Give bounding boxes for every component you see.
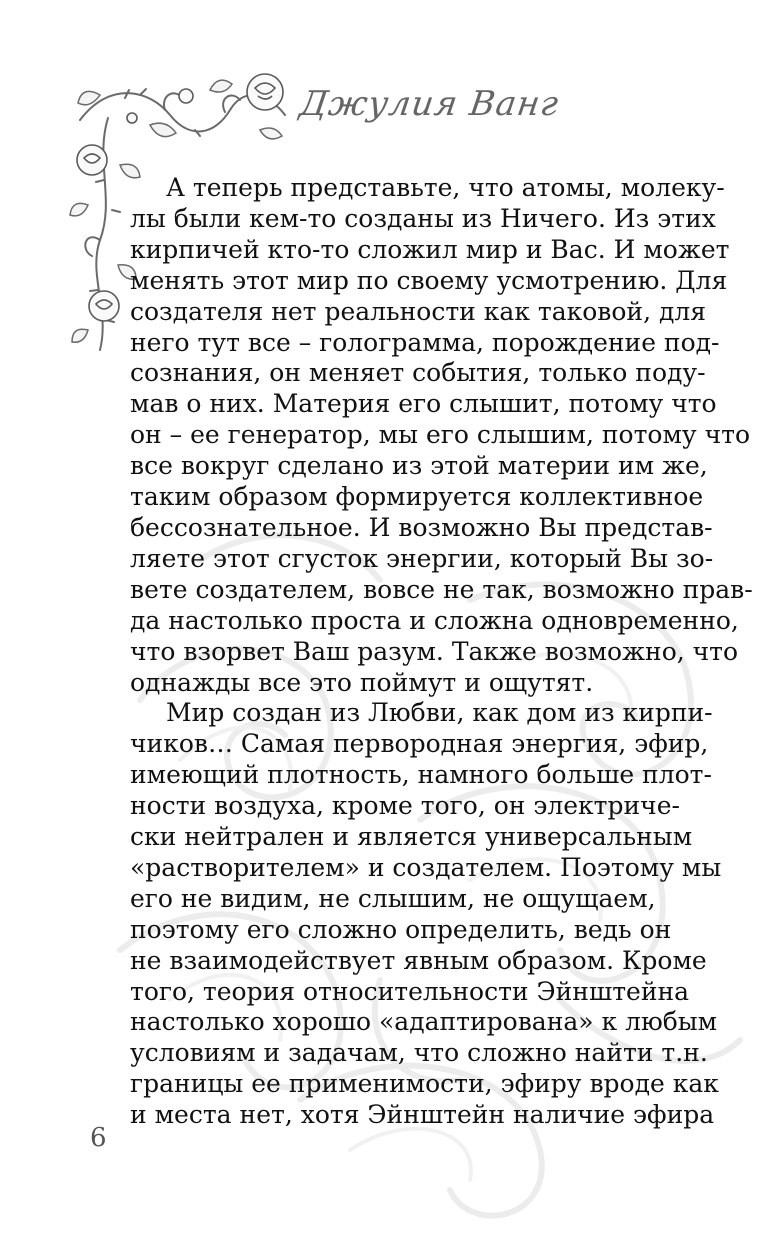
text-line: него тут все – голограмма, порождение под- [130, 327, 720, 357]
text-line: он – ее генератор, мы его слышим, потому что [130, 420, 750, 450]
text-line: Мир создан из Любви, как дом из кирпи- [166, 698, 713, 728]
running-header-author: Джулия Ванг [297, 84, 562, 124]
page-number: 6 [90, 1123, 107, 1153]
text-line: чиков… Самая первородная энергия, эфир, [130, 729, 709, 759]
text-line: таким образом формируется коллективное [130, 482, 704, 512]
text-line: его не видим, не слышим, не ощущаем, [130, 883, 656, 913]
text-line: условиям и задачам, что сложно найти т.н. [130, 1038, 708, 1068]
text-line: лы были кем-то созданы из Ничего. Из этих [130, 203, 716, 233]
text-line: не взаимодействует явным образом. Кроме [130, 945, 707, 975]
text-line: кирпичей кто-то сложил мир и Вас. И может [130, 234, 730, 264]
text-line: поэтому его сложно определить, ведь он [130, 914, 672, 944]
text-line: ски нейтрален и является универсальным [130, 822, 693, 852]
text-line: бессознательное. И возможно Вы представ- [130, 512, 713, 542]
text-line: и места нет, хотя Эйнштейн наличие эфира [130, 1100, 715, 1130]
text-line: сознания, он меняет события, только поду- [130, 358, 706, 388]
text-line: однажды все это поймут и ощутят. [130, 667, 594, 697]
text-line: имеющий плотность, намного больше плот- [130, 760, 712, 790]
text-line: границы ее применимости, эфиру вроде как [130, 1069, 719, 1099]
text-line: создателя нет реальности как таковой, для [130, 296, 707, 326]
paragraph [130, 173, 753, 698]
text-line: менять этот мир по своему усмотрению. Для [130, 265, 728, 295]
text-line: ности воздуха, кроме того, он электриче- [130, 791, 680, 821]
paragraph [130, 698, 722, 1131]
text-line: вете создателем, вовсе не так, возможно прав- [130, 574, 753, 604]
text-line: мав о них. Материя его слышит, потому что [130, 389, 717, 419]
text-line: ляете этот сгусток энергии, который Вы зо- [130, 543, 714, 573]
text-line: все вокруг сделано из этой материи им же, [130, 451, 708, 481]
text-line: да настолько проста и сложна одновременно, [130, 605, 739, 635]
text-line: что взорвет Ваш разум. Также возможно, что [130, 636, 739, 666]
text-line: того, теория относительности Эйнштейна [130, 976, 690, 1006]
text-line: настолько хорошо «адаптирована» к любым [130, 1007, 718, 1037]
body-text [130, 173, 753, 1131]
text-line: А теперь представьте, что атомы, молеку- [166, 173, 725, 202]
text-line: «растворителем» и создателем. Поэтому мы [130, 852, 722, 882]
